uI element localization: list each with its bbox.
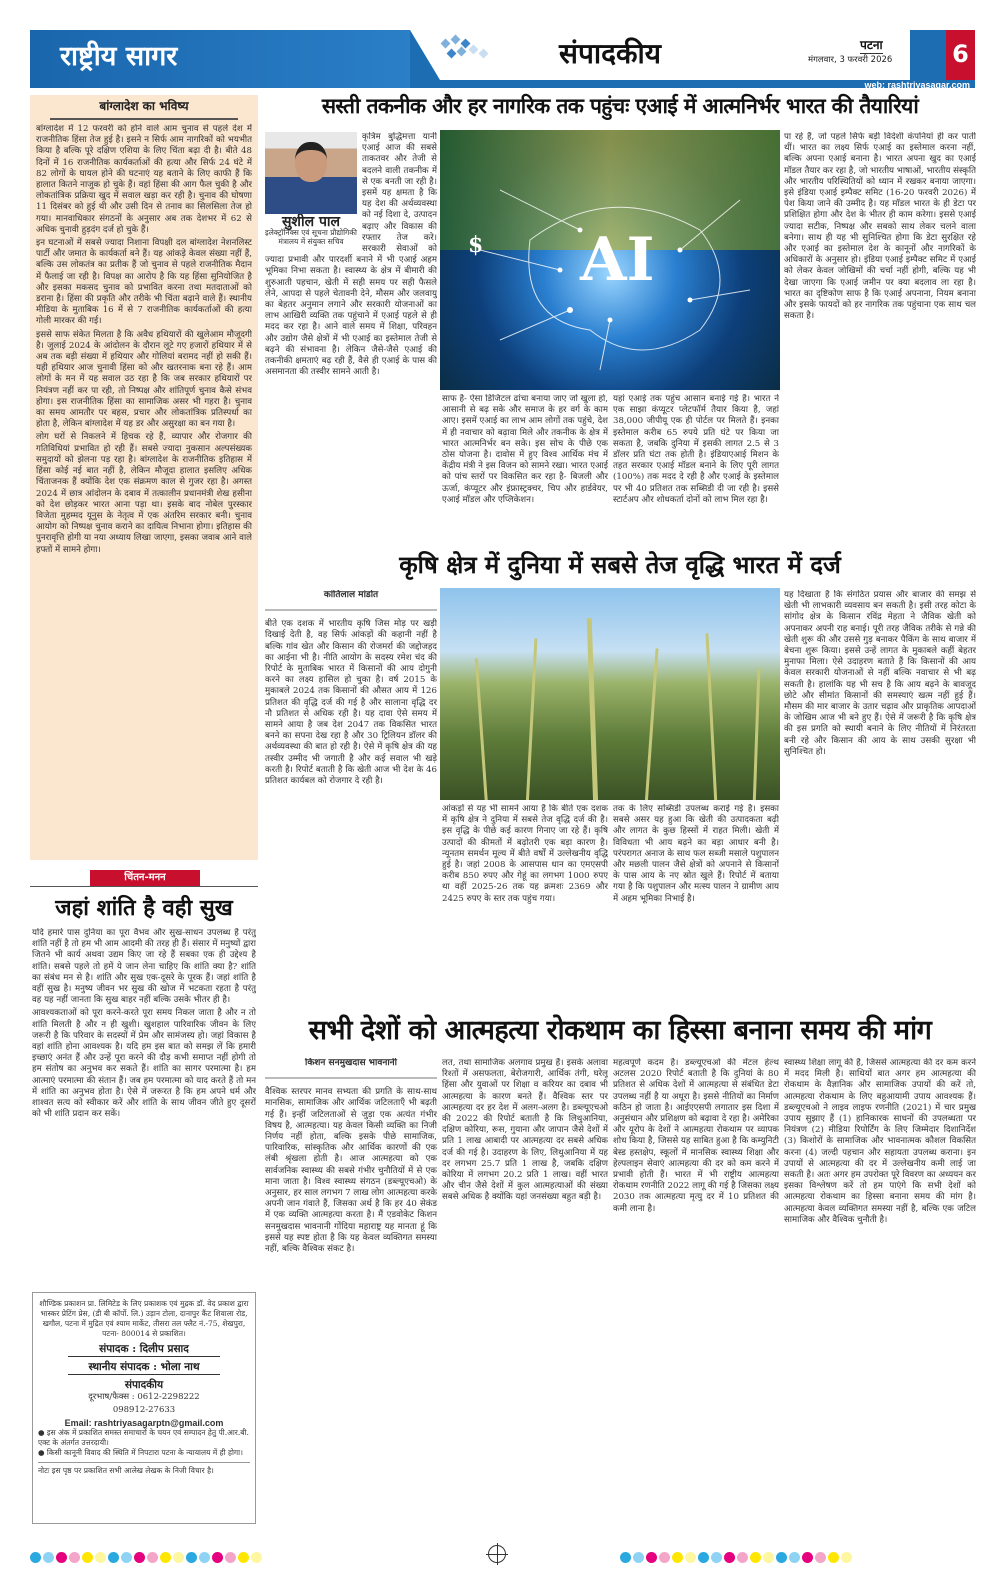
paragraph: यदि हमारे पास दुनिया का पूरा वैभव और सुख-साधन उपलब्ध है परंतु शांति नहीं है तो हम भी आम आदमी की तरह ही हैं। संसार में मनुष्यों द्वारा जितने भी कार्य अथवा उद्यम किए जा रहे हैं सबका एक ही उद्देश्य है शांति। सबसे पहले तो हमें ये जान लेना चाहिए कि शांति क्या है? शांति का संबंध मन से है। शांति और सुख एक-दूसरे के पूरक हैं। जहां शांति है वहीं सुख है। मनुष्य जीवन भर सुख की खोज में भटकता रहता है परंतु वह यह नहीं जानता कि सुख बाहर नहीं बल्कि उसके भीतर ही है। [32, 928, 256, 1006]
divider [50, 118, 238, 120]
color-dot [828, 1552, 839, 1563]
color-dot [620, 1552, 631, 1563]
paragraph: इससे साफ संकेत मिलता है कि अवैध हथियारों की खुलेआम मौजूदगी है। जुलाई 2024 के आंदोलन के दौरान लूटे गए हजारों हथियार में से अब तक बड़ी संख्या में हथियार और गोलियां बरामद नहीं हो सकी हैं। यही हथियार आज चुनावी हिंसा को और खतरनाक बना रहे हैं। आम लोगों के मन में यह सवाल उठ रहा है कि जब सरकार हथियारों पर नियंत्रण नहीं कर पा रही, तो निष्पक्ष और शांतिपूर्ण चुनाव कैसे संभव होगा। इस राजनीतिक हिंसा का सामाजिक असर भी गहरा है। चुनाव का समय आमतौर पर बहस, प्रचार और लोकतांत्रिक प्रतिस्पर्धा का होता है, लेकिन बांग्लादेश में यह डर और असुरक्षा का बन गया है। [36, 329, 252, 430]
edition-city: पटना [860, 38, 883, 52]
color-dot [633, 1552, 644, 1563]
article3-headline: सभी देशों को आत्महत्या रोकथाम का हिस्सा बनाना समय की मांग [308, 1015, 932, 1046]
color-dot [82, 1552, 93, 1563]
publisher-info: शौण्डिक प्रकाशन प्रा. लिमिटेड के लिए प्रकाशक एवं मुद्रक डॉ. वेद प्रकाश द्वारा भास्कर प्रेटिंग प्रेस, (डी बी कॉर्पो. लि.) उड़ान टोला, दानापुर कैंट शिवाला रोड, खगौल, पटना में मुद्रित एवं श्याम मार्केट, तीसरा तल फ्लैट नं.-75, शेखपुरा, पटना- 800014 से प्रकाशित। [39, 1299, 249, 1338]
article3-column-4: स्वास्थ्य शिक्षा लागू की है, जिससे आत्महत्या की दर कम करने में मदद मिली है। साथियों बात अगर हम आत्महत्या की रोकथाम के वैज्ञानिक और सामाजिक उपायों की करें तो, आत्महत्या रोकथाम के लिए बहुआयामी उपाय आवश्यक हैं। डब्ल्यूएचओ ने लाइव लाइफ रणनीति (2021) में चार प्रमुख उपाय सुझाए हैं (1) हानिकारक साधनों की उपलब्धता पर नियंत्रण (2) मीडिया रिपोर्टिंग के लिए जिम्मेदार दिशानिर्देश (3) किशोरों के सामाजिक और भावनात्मक कौशल विकसित करना (4) जल्दी पहचान और सहायता उपलब्ध कराना। इन उपायों से आत्महत्या की दर में उल्लेखनीय कमी लाई जा सकती है। अतः अगर हम उपरोक्त पूरे विवरण का अध्ययन कर इसका विश्लेषण करें तो हम पाएंगे कि सभी देशों को आत्महत्या रोकथाम का हिस्सा बनाना समय की मांग है। आत्महत्या केवल व्यक्तिगत समस्या नहीं है, बल्कि एक जटिल सामाजिक और वैश्विक चुनौती है। [784, 1058, 976, 1225]
color-dot [134, 1552, 145, 1563]
color-dot [199, 1552, 210, 1563]
legal-note: ● इस अंक में प्रकाशित समस्त समाचारों के चयन एवं सम्पादन हेतु पी.आर.बी. एक्ट के अंतर्गत उत्तरदायी। [38, 1428, 249, 1447]
chintan-headline: जहां शांति है वही सुख [55, 896, 233, 921]
article1-column-3: यहां एआई तक पहुंच आसान बनाई गई है। भारत ने एक साझा कंप्यूटर प्लेटफॉर्म तैयार किया है, जहां 38,000 जीपीयू एक ही पोर्टल पर मिलते हैं। इनका इस्तेमाल करीब 65 रुपये प्रति घंटे पर किया जा सकता है, जबकि दुनिया में इसकी लागत 2.5 से 3 डॉलर प्रति घंटा तक होती है। इंडियाएआई मिशन के तहत सरकार एआई मॉडल बनाने के लिए पूरी लागत (100%) तक मदद दे रही है और एआई के इस्तेमाल पर भी 40 प्रतिशत तक सब्सिडी दी जा रही है। इससे स्टार्टअप और शोधकर्ता दोनों को लाभ मिल रहा है। [613, 394, 779, 505]
color-dot [737, 1552, 748, 1563]
author-byline: किशन सनमुखदास भावनानी [265, 1058, 437, 1079]
author-byline: कांतिलाल मांडोत [265, 590, 437, 611]
local-editor-name: स्थानीय संपादक : भोला नाथ [88, 1361, 200, 1373]
editor-name: संपादक : दिलीप प्रसाद [99, 1343, 189, 1355]
crosshair-mark-icon [488, 1545, 506, 1563]
color-dot [646, 1552, 657, 1563]
color-dot [56, 1552, 67, 1563]
paragraph: लोग घरों से निकलने में हिचक रहे हैं, व्यापार और रोजगार की गतिविधियां प्रभावित हो रही हैं। सबसे ज्यादा नुकसान अल्पसंख्यक समुदायों को झेलना पड़ रहा है। बांग्लादेश के राजनीतिक इतिहास में हिंसा कोई नई बात नहीं है, लेकिन मौजूदा हालात इसलिए अधिक चिंताजनक हैं क्योंकि देश एक संक्रमण काल से गुजर रहा है। अगस्त 2024 में छात्र आंदोलन के दबाव में तत्कालीन प्रधानमंत्री शेख हसीना को देश छोड़कर भारत आना पड़ा था। इसके बाद नोबेल पुरस्कार विजेता मुहम्मद यूनुस के नेतृत्व में एक अंतरिम सरकार बनी। चुनाव आयोग को निष्पक्ष चुनाव कराने का दायित्व निभाना होगा। इतिहास की पुनरावृत्ति होगी या नया अध्याय लिखा जाएगा, इसका जवाब आने वाले हफ्तों में सामने होगा। [36, 432, 252, 555]
author-designation: इलेक्ट्रॉनिक्स एवं सूचना प्रौद्योगिकी मंत्रालय में संयुक्त सचिव [265, 228, 357, 247]
article2-column-4: यह दिखाता है कि संगठित प्रयास और बाजार की समझ से खेती भी लाभकारी व्यवसाय बन सकती है। इसी तरह कोटा के सांगोद क्षेत्र के किसान रविंद्र मेहता ने जैविक खेती को अपनाकर अपनी राह बनाई। पूरी तरह जैविक तरीके से गन्ने की खेती शुरू की और उससे गुड़ बनाकर पैकिंग के साथ बाजार में बेचना शुरू किया। इससे उन्हें लागत के मुकाबले कहीं बेहतर मुनाफा मिला। ऐसे उदाहरण बताते हैं कि किसानों की आय केवल सरकारी योजनाओं से नहीं बल्कि नवाचार से भी बढ़ सकती है। हालांकि यह भी सच है कि आय बढ़ने के बावजूद छोटे और सीमांत किसानों की समस्याएं खत्म नहीं हुई हैं। मौसम की मार बाजार के उतार चढ़ाव और प्राकृतिक आपदाओं के जोखिम आज भी बने हुए हैं। ऐसे में जरूरी है कि कृषि क्षेत्र की इस प्रगति को स्थायी बनाने के लिए नीतियों में निरंतरता बनी रहे और किसान की आय के साथ उसकी सुरक्षा भी सुनिश्चित हो। [784, 590, 976, 757]
color-dot [212, 1552, 223, 1563]
sidebar-editorial-body [36, 124, 252, 856]
color-dot [238, 1552, 249, 1563]
color-dot [841, 1552, 852, 1563]
color-dot [95, 1552, 106, 1563]
article1-headline: सस्ती तकनीक और हर नागरिक तक पहुंचः एआई में आत्मनिर्भर भारत की तैयारियां [321, 94, 919, 118]
article1-column-4: पा रहे हैं, जो पहले सिर्फ बड़ी विदेशी कंपनियां ही कर पाती थीं। भारत का लक्ष्य सिर्फ एआई का इस्तेमाल करना नहीं, बल्कि अपना एआई बनाना है। भारत अपना खुद का एआई मॉडल तैयार कर रहा है, जो भारतीय भाषाओं, भारतीय संस्कृति और भारतीय परिस्थितियों को ध्यान में रखकर बनाया जाएगा। इसे इंडिया एआई इम्पैक्ट समिट (16-20 फरवरी 2026) में पेश किया जाने की उम्मीद है। यह मॉडल भारत के ही डेटा पर प्रशिक्षित होगा और देश के भीतर ही काम करेगा। इससे एआई ज्यादा सटीक, निष्पक्ष और सबको साथ लेकर चलने वाला बनेगा। साथ ही यह भी सुनिश्चित होगा कि डेटा सुरक्षित रहे और एआई का इस्तेमाल देश के कानूनों और नागरिकों के अधिकारों के अनुसार हो। इंडिया एआई इम्पैक्ट समिट में एआई को लेकर केवल जोखिमों की चर्चा नहीं होगी, बल्कि यह भी देखा जाएगा कि एआई जमीन पर क्या बदलाव ला रहा है। भारत का दृष्टिकोण साफ है कि एआई अपनाना, नियम बनाना और इसके फायदों को हर नागरिक तक पहुंचाना एक साथ चल सकता है। [784, 132, 976, 322]
color-dot [711, 1552, 722, 1563]
paragraph: आवश्यकताओं को पूरा करने-करते पूरा समय निकल जाता है और न तो शांति मिलती है और न ही खुशी। खुशहाल पारिवारिक जीवन के लिए जरूरी है कि परिवार के सदस्यों में प्रेम और सामंजस्य हो। जहां विकास है वहां शांति होना आवश्यक है। यदि हम इस बात को समझ लें कि हमारी इच्छाएं अनंत हैं और उन्हें पूरा करने की दौड़ कभी समाप्त नहीं होगी तो हम संतोष का अनुभव कर सकते हैं। शांति का सागर परमात्मा है। हम आत्माएं परमात्मा की संतान हैं। जब हम परमात्मा को याद करते हैं तो मन में शांति का अनुभव होता है। ऐसे में जरूरत है कि हम अपने धर्म और शाश्वत सत्य को स्वीकार करें और शांति के साथ जीवन जीते हुए दूसरों को भी शांति प्रदान कर सकें। [32, 1008, 256, 1120]
color-dot [173, 1552, 184, 1563]
article2-headline: कृषि क्षेत्र में दुनिया में सबसे तेज वृद्धि भारत में दर्ज [399, 551, 841, 579]
article2-column-2: आंकड़ों से यह भी सामने आया है कि बीते एक दशक में कृषि क्षेत्र ने दुनिया में सबसे तेज वृद्धि दर्ज की है। इस वृद्धि के पीछे कई कारण गिनाए जा रहे हैं। कृषि उत्पादों की कीमतों में बढ़ोतरी एक बड़ा कारण है। न्यूनतम समर्थन मूल्य में बीते वर्षों में उल्लेखनीय वृद्धि हुई है। जहां 2008 के आसपास धान का एमएसपी करीब 850 रुपए और गेहूं का लगभग 1000 रुपए था वहीं 2025-26 तक यह क्रमशः 2369 और 2425 रुपए के स्तर तक पहुंच गया। [442, 804, 608, 904]
article3-column-3: महत्वपूर्ण कदम है। डब्ल्यूएचओ की मेंटल हेल्थ अटलस 2020 रिपोर्ट बताती है कि दुनियां के 80 प्रतिशत से अधिक देशों में आत्महत्या से संबंधित डेटा उपलब्ध नहीं है या अधूरा है। इससे नीतियों का निर्माण कठिन हो जाता है। आईएएसपी लगातार इस दिशा में अनुसंधान और प्रशिक्षण को बढ़ावा दे रहा है। अमेरिका और यूरोप के देशों ने आत्महत्या रोकथाम पर व्यापक शोध किया है, जिससे यह साबित हुआ है कि कम्युनिटी बेस्ड हस्तक्षेप, स्कूलों में मानसिक स्वास्थ्य शिक्षा और हेल्पलाइन सेवाएं आत्महत्या की दर को कम करने में प्रभावी होती हैं। भारत में भी राष्ट्रीय आत्महत्या रोकथाम रणनीति 2022 लागू की गई है जिसका लक्ष्य 2030 तक आत्महत्या मृत्यु दर में 10 प्रतिशत की कमी लाना है। [613, 1058, 779, 1214]
color-dot [802, 1552, 813, 1563]
ai-image-text: AI [580, 225, 655, 295]
color-dot [698, 1552, 709, 1563]
color-dot [30, 1552, 41, 1563]
color-dot [69, 1552, 80, 1563]
color-dot [108, 1552, 119, 1563]
color-dot [43, 1552, 54, 1563]
article2-column-1 [265, 590, 437, 1000]
author-credit [265, 214, 357, 247]
article3-column-2: लत, तथा सामाजिक अलगाव प्रमुख हैं। इसके अलावा रिश्तों में असफलता, बेरोजगारी, आर्थिक तंगी, घरेलू हिंसा और युवाओं पर शिक्षा व करियर का दबाव भी आत्महत्या के कारण बनते हैं। वैश्विक स्तर पर आत्महत्या दर हर देश में अलग-अलग है। डब्ल्यूएचओ की 2022 की रिपोर्ट बताती है कि लिथुआनिया, दक्षिण कोरिया, रूस, गुयाना और जापान जैसे देशों में प्रति 1 लाख आबादी पर आत्महत्या दर सबसे अधिक दर्ज की गई है। उदाहरण के लिए, लिथुआनिया में यह दर लगभग 25.7 प्रति 1 लाख है, जबकि दक्षिण कोरिया में लगभग 20.2 प्रति 1 लाख। वहीं भारत और चीन जैसे देशों में कुल आत्महत्याओं की संख्या सबसे अधिक है क्योंकि यहां जनसंख्या बहुत बड़ी है। [442, 1058, 608, 1203]
website-link[interactable]: web: rashtriyasagar.com [864, 80, 970, 90]
ai-illustration-image [440, 130, 780, 390]
color-dot [815, 1552, 826, 1563]
department-name: संपादकीय [124, 1379, 164, 1391]
imprint-box [32, 1292, 256, 1524]
mobile-number: 098912-27633 [112, 1405, 176, 1415]
article3-column-1 [265, 1058, 437, 1530]
color-dot [724, 1552, 735, 1563]
color-dot [789, 1552, 800, 1563]
email-address[interactable]: Email: rashtriyasagarptn@gmail.com [64, 1418, 224, 1428]
article1-column-1 [265, 132, 437, 537]
color-dot [750, 1552, 761, 1563]
paragraph: वैश्विक स्तरपर मानव सभ्यता की प्रगति के साथ-साथ मानसिक, सामाजिक और आर्थिक जटिलताएँ भी बढ़ती गई हैं। इन्हीं जटिलताओं से जुड़ा एक अत्यंत गंभीर विषय है, आत्महत्या। यह केवल किसी व्यक्ति का निजी निर्णय नहीं होता, बल्कि इसके पीछे सामाजिक, पारिवारिक, सांस्कृतिक और आर्थिक कारणों की एक लंबी श्रृंखला होती है। आज आत्महत्या को एक सार्वजनिक स्वास्थ्य की सबसे गंभीर चुनौतियों में से एक माना जाता है। विश्व स्वास्थ्य संगठन (डब्ल्यूएचओ) के अनुसार, हर साल लगभग 7 लाख लोग आत्महत्या करके अपनी जान गंवाते हैं, जिसका अर्थ है कि हर 40 सेकंड में एक व्यक्ति आत्महत्या करता है। मैं एडवोकेट किशन सनमुखदास भावनानी गोंदिया महाराष्ट्र यह मानता हूं कि इससे यह स्पष्ट होता है कि यह केवल व्यक्तिगत समस्या नहीं, बल्कि वैश्विक संकट है। [265, 1087, 437, 1255]
color-dot [225, 1552, 236, 1563]
color-dot [776, 1552, 787, 1563]
chintan-body [32, 928, 256, 1283]
author-photo [265, 132, 357, 214]
column-label: चिंतन-मनन [90, 870, 200, 886]
phone-number: दूरभाष/फैक्स : 0612-2298222 [88, 1392, 200, 1402]
section-title: संपादकीय [559, 37, 661, 70]
article2-column-3: तक के लिए सब्सिडी उपलब्ध कराई गई है। इसका सबसे असर यह हुआ कि खेती की उत्पादकता बढ़ी और लागत के कुछ हिस्सों में राहत मिली। खेती में विविधता भी आय बढ़ने का बड़ा आधार बनी है। परंपरागत अनाज के साथ फल सब्जी मसाले पशुपालन और मछली पालन जैसे क्षेत्रों को अपनाने से किसानों के पास आय के नए स्रोत खुले हैं। रिपोर्ट में बताया गया है कि पशुपालन और मत्स्य पालन ने ग्रामीण आय में अहम भूमिका निभाई है। [613, 804, 779, 904]
color-dot [121, 1552, 132, 1563]
wheat-field-image [440, 588, 780, 800]
color-dot [251, 1552, 262, 1563]
color-dot [659, 1552, 670, 1563]
paragraph: इन घटनाओं में सबसे ज्यादा निशाना विपक्षी दल बांग्लादेश नेशनलिस्ट पार्टी और जमात के कार्यकर्ता बने हैं। यह आंकड़े केवल संख्या नहीं हैं, बल्कि उस लोकतंत्र का प्रतीक हैं जो चुनाव से पहले राजनीतिक मैदान में फैलाई जा रही है। विपक्ष का आरोप है कि यह हिंसा सुनियोजित है और इसका मकसद चुनाव को प्रभावित करना तथा मतदाताओं को डराना है। हिंसा की प्रकृति और तरीके भी चिंता बढ़ाने वाले हैं। स्थानीय मीडिया के मुताबिक 16 में से 7 राजनीतिक कार्यकर्ताओं की हत्या गोली मारकर की गई। [36, 238, 252, 327]
legal-note: ● किसी कानूनी विवाद की स्थिति में निपटारा पटना के न्यायालय में ही होगा। [38, 1448, 243, 1457]
edition-date: मंगलवार, 3 फरवरी 2026 [808, 55, 893, 65]
article1-column-2: साफ है- ऐसा डिजिटल ढांचा बनाया जाए जो खुला हो, आसानी से बढ़ सके और समाज के हर वर्ग के काम आए। इसमें एआई का लाभ आम लोगों तक पहुंचे, देश में ही नवाचार को बढ़ावा मिले और तकनीक के क्षेत्र में भारत आत्मनिर्भर बन सके। इस सोच के पीछे एक ठोस योजना है। दावोस में हुए विश्व आर्थिक मंच में केंद्रीय मंत्री ने इस विजन को सामने रखा। भारत एआई को पांच स्तरों पर विकसित कर रहा है- बिजली और ऊर्जा, कंप्यूटर और इंफ्रास्ट्रक्चर, चिप और हार्डवेयर, एआई मॉडल और एप्लिकेशन। [442, 394, 608, 505]
paragraph: कृत्रिम बुद्धिमत्ता यानी एआई आज की सबसे ताकतवर और तेजी से बदलने वाली तकनीक में से एक बनती जा रही है। इसमें यह क्षमता है कि यह देश की अर्थव्यवस्था को नई दिशा दे, उत्पादन बढ़ाए और विकास की रफ्तार तेज करे। सरकारी सेवाओं को ज्यादा प्रभावी और पारदर्शी बनाने में भी एआई अहम भूमिका निभा सकता है। स्वास्थ्य के क्षेत्र में बीमारी की शुरुआती पहचान, खेती में सही समय पर सही फैसले लेने, आपदा से पहले चेतावनी देने, मौसम और जलवायु का बेहतर अनुमान लगाने और सरकारी योजनाओं का लाभ आखिरी व्यक्ति तक पहुंचाने में एआई पहले से ही मदद कर रहा है। आने वाले समय में शिक्षा, परिवहन और उद्योग जैसे क्षेत्रों में भी एआई का इस्तेमाल तेजी से बढ़ने की संभावना है। लेकिन जैसे-जैसे एआई की तकनीकी क्षमताएं बढ़ रही हैं, वैसे ही एआई के पास की असमानता की तस्वीर सामने आती है। [265, 132, 437, 378]
color-dot [186, 1552, 197, 1563]
dollar-icon: $ [468, 232, 484, 258]
sidebar-editorial-title: बांग्लादेश का भविष्य [99, 99, 189, 113]
newspaper-logo: राष्ट्रीय सागर [60, 41, 178, 72]
divider [30, 886, 258, 887]
paragraph: बांग्लादेश में 12 फरवरी को होने वाले आम चुनाव से पहले देश में राजनीतिक हिंसा तेज हुई है। इसने न सिर्फ आम नागरिकों को भयभीत किया है बल्कि पूरे दक्षिण एशिया के लिए चिंता बढ़ा दी है। बीते 48 दिनों में 16 राजनीतिक कार्यकर्ताओं की हत्या और सिर्फ 24 घंटे में 82 लोगों के घायल होने की घटनाएं यह बताने के लिए काफी हैं कि हालात कितने नाजुक हो चुके हैं। वहां हिंसा की आग फैल चुकी है और लोकतांत्रिक प्रक्रिया खुद में सवाल खड़ा कर रही है। चुनाव की घोषणा 11 दिसंबर को हुई थी और उसी दिन से तनाव का सिलसिला तेज हो गया। मानवाधिकार संगठनों के अनुसार अब तक देशभर में 62 से अधिक चुनावी हुड़दंग दर्ज हो चुके हैं। [36, 124, 252, 235]
color-dot [672, 1552, 683, 1563]
color-dot [147, 1552, 158, 1563]
color-dot [763, 1552, 774, 1563]
color-registration-marks-right [620, 1548, 980, 1562]
color-dot [685, 1552, 696, 1563]
paragraph: बीते एक दशक में भारतीय कृषि जिस मोड़ पर खड़ी दिखाई देती है, वह सिर्फ आंकड़ों की कहानी नहीं है बल्कि गांव खेत और किसान की रोजमर्रा की जद्दोजहद का आईना भी है। नीति आयोग के सदस्य रमेश चंद की रिपोर्ट के मुताबिक भारत में किसानों की आय दोगुनी करने का लक्ष्य हासिल हो चुका है। वर्ष 2015 के मुकाबले 2024 तक किसानों की औसत आय में 126 प्रतिशत की वृद्धि दर्ज की गई है और सालाना वृद्धि दर नौ प्रतिशत से अधिक रही है। यह दावा ऐसे समय में सामने आया है जब देश 2047 तक विकसित भारत बनने का सपना देख रहा है और 30 ट्रिलियन डॉलर की अर्थव्यवस्था की बात हो रही है। ऐसे में कृषि क्षेत्र की यह तस्वीर उम्मीद भी जगाती है और कई सवाल भी खड़े करती है। रिपोर्ट बताती है कि खेती आज भी देश के 46 प्रतिशत कार्यबल को रोजगार दे रही है। [265, 619, 437, 787]
footnote: नोटः इस पृष्ठ पर प्रकाशित सभी आलेख लेखक के निजी विचार है। [38, 1462, 250, 1476]
page-number: 6 [946, 30, 975, 80]
color-dot [160, 1552, 171, 1563]
author-name: सुशील पाल [281, 214, 341, 230]
